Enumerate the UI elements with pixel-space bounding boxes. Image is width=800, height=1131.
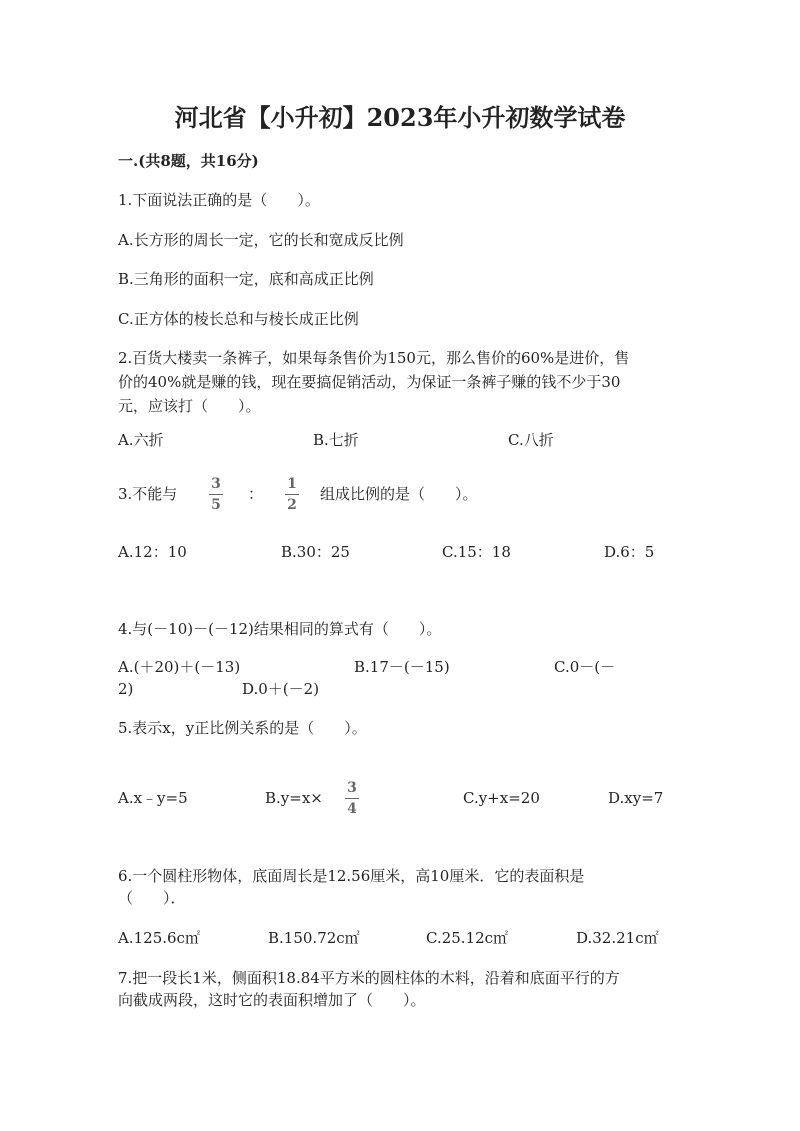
question-6-option-c: C.25.12c㎡ xyxy=(426,929,509,947)
question-5-fraction xyxy=(341,780,363,817)
question-5-option-a: A.x﹣y=5 xyxy=(118,789,188,807)
page-title: 河北省【小升初】2023年小升初数学试卷 xyxy=(174,103,626,132)
question-7-stem-line-1: 7.把一段长1米，侧面积18.84平方米的圆柱体的木料，沿着和底面平行的方 xyxy=(118,969,620,987)
question-5-option-b: B.y=x× xyxy=(265,789,323,807)
question-2-stem-line-2: 价的40%就是赚的钱，现在要搞促销活动，为保证一条裤子赚的钱不少于30 xyxy=(118,373,621,391)
question-2-option-c: C.八折 xyxy=(508,431,554,449)
question-1-option-c: C.正方体的棱长总和与棱长成正比例 xyxy=(118,310,359,328)
question-3-option-a: A.12：10 xyxy=(118,543,187,561)
question-3-prefix: 3.不能与 xyxy=(118,485,178,503)
question-2-option-a: A.六折 xyxy=(118,431,164,449)
question-5-option-c: C.y+x=20 xyxy=(463,789,540,807)
fraction-bar xyxy=(345,798,359,799)
question-3-fraction-1 xyxy=(205,476,227,513)
question-1-option-a: A.长方形的周长一定，它的长和宽成反比例 xyxy=(118,231,404,249)
question-5-stem: 5.表示x，y正比例关系的是（ ）。 xyxy=(118,719,367,737)
question-4-option-a: A.(＋20)＋(－13) xyxy=(118,658,241,676)
fraction-bar xyxy=(209,494,223,495)
section-heading: 一.(共8题，共16分) xyxy=(118,152,259,170)
question-3-suffix: 组成比例的是（ ）。 xyxy=(320,485,478,503)
question-2-option-b: B.七折 xyxy=(313,431,359,449)
question-2-stem-line-1: 2.百货大楼卖一条裤子，如果每条售价为150元，那么售价的60%是进价，售 xyxy=(118,349,630,367)
question-3-option-b: B.30：25 xyxy=(281,543,350,561)
question-1-option-b: B.三角形的面积一定，底和高成正比例 xyxy=(118,270,374,288)
question-5-option-d: D.xy=7 xyxy=(608,789,664,807)
fraction-numerator: 1 xyxy=(287,476,297,492)
question-3-colon: ： xyxy=(248,485,264,503)
question-4-option-c-part-1: C.0－(－ xyxy=(554,658,616,676)
question-6-option-d: D.32.21c㎡ xyxy=(576,929,659,947)
question-3-option-d: D.6：5 xyxy=(604,543,655,561)
question-6-option-a: A.125.6c㎡ xyxy=(118,929,200,947)
question-4-option-d: D.0＋(－2) xyxy=(242,680,320,698)
fraction-denominator: 4 xyxy=(347,801,357,817)
question-1-stem: 1.下面说法正确的是（ ）。 xyxy=(118,191,320,209)
question-6-stem-line-1: 6.一个圆柱形物体，底面周长是12.56厘米，高10厘米．它的表面积是 xyxy=(118,867,585,885)
question-7-stem-line-2: 向截成两段，这时它的表面积增加了（ ）。 xyxy=(118,991,426,1009)
question-4-option-b: B.17－(－15) xyxy=(354,658,450,676)
question-6-option-b: B.150.72c㎡ xyxy=(268,929,360,947)
fraction-denominator: 5 xyxy=(211,497,221,513)
question-3-fraction-2 xyxy=(281,476,303,513)
question-2-stem-line-3: 元，应该打（ ）。 xyxy=(118,397,261,415)
fraction-numerator: 3 xyxy=(211,476,221,492)
question-4-stem: 4.与(－10)－(－12)结果相同的算式有（ ）。 xyxy=(118,620,442,638)
question-6-stem-line-2: （ ）． xyxy=(118,889,186,907)
fraction-numerator: 3 xyxy=(347,780,357,796)
question-4-option-c-part-2: 2) xyxy=(118,680,134,698)
fraction-denominator: 2 xyxy=(287,497,297,513)
fraction-bar xyxy=(285,494,299,495)
question-3-option-c: C.15：18 xyxy=(442,543,511,561)
